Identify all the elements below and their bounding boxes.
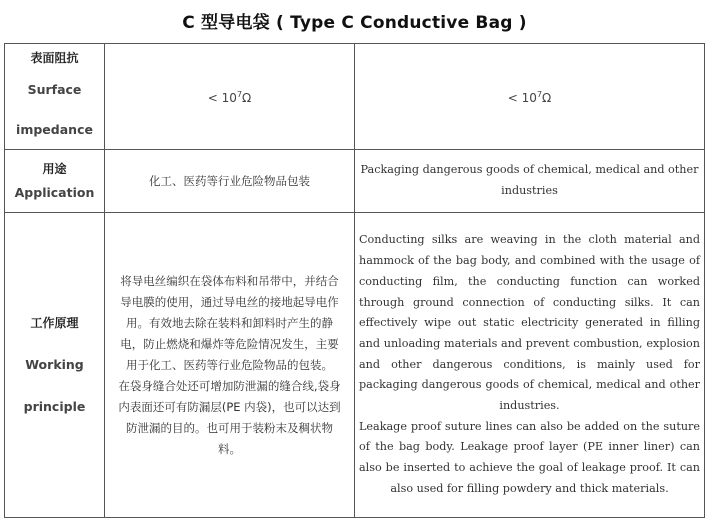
principle-en-paragraph-2: Leakage proof suture lines can also be added on the suture of the bag body. Leakage proof layer (PE inner liner) can also be inserted to achieve the goal of leakage proof. It can also used for filling powdery and thick materials. xyxy=(359,419,700,495)
label-en-surface: Surface xyxy=(27,81,82,97)
row-label-cell xyxy=(5,44,105,150)
table-row-application xyxy=(5,150,705,213)
principle-cn-paragraph-2: 在袋身缝合处还可增加防泄漏的缝合线,袋身内表面还可有防漏层(PE 内袋)，也可以达到防泄漏的目的。也可用于装粉末及稠状物料。 xyxy=(118,378,341,456)
page-title: C 型导电袋 ( Type C Conductive Bag ) xyxy=(182,13,527,33)
label-en-application: Application xyxy=(14,185,95,200)
spec-table xyxy=(4,43,705,518)
value-cell-cn xyxy=(105,213,355,518)
value-cell-en xyxy=(355,150,705,213)
application-value-cn: 化工、医药等行业危险物品包装 xyxy=(149,173,310,188)
label-cn-application: 用途 xyxy=(42,162,67,176)
value-cell-cn xyxy=(105,44,355,150)
value-cell-cn xyxy=(105,150,355,213)
row-label-cell xyxy=(5,213,105,518)
principle-en-paragraph-1: Conducting silks are weaving in the cloth material and hammock of the bag body, and combined with the usage of conducting film, the conducting function can worked through ground connection of conducting silks. It can effectively wipe out static electricity generated in filling and unloading materials and prevent combustion, explosion and other dangerous conditions, is mainly used for packaging dangerous goods of chemical, medical and other industries. xyxy=(359,233,700,413)
value-cell-en xyxy=(355,213,705,518)
principle-value-en xyxy=(355,230,704,499)
table-row-working-principle xyxy=(5,213,705,518)
surface-impedance-value-cn: < $10^7\Omega$ xyxy=(207,90,252,105)
label-en-principle: principle xyxy=(23,399,86,414)
table-row-surface-impedance xyxy=(5,44,705,150)
principle-value-cn xyxy=(105,271,354,460)
surface-impedance-value-en: < $10^7\Omega$ xyxy=(507,90,552,105)
application-value-en: Packaging dangerous goods of chemical, medical and other industries xyxy=(360,163,699,197)
label-cn-working-principle: 工作原理 xyxy=(30,316,79,330)
principle-cn-paragraph-1: 将导电丝编织在袋体布料和吊带中，并结合导电膜的使用，通过导电丝的接地起导电作用。有效地去除在装料和卸料时产生的静电，防止燃烧和爆炸等危险情况发生，主要用于化工、医药等行业危险物品的包装。 xyxy=(120,273,339,372)
label-cn-surface-impedance: 表面阻抗 xyxy=(30,50,79,65)
row-label-cell xyxy=(5,150,105,213)
label-en-impedance: impedance xyxy=(16,121,93,137)
value-cell-en xyxy=(355,44,705,150)
label-en-working: Working xyxy=(25,357,84,372)
